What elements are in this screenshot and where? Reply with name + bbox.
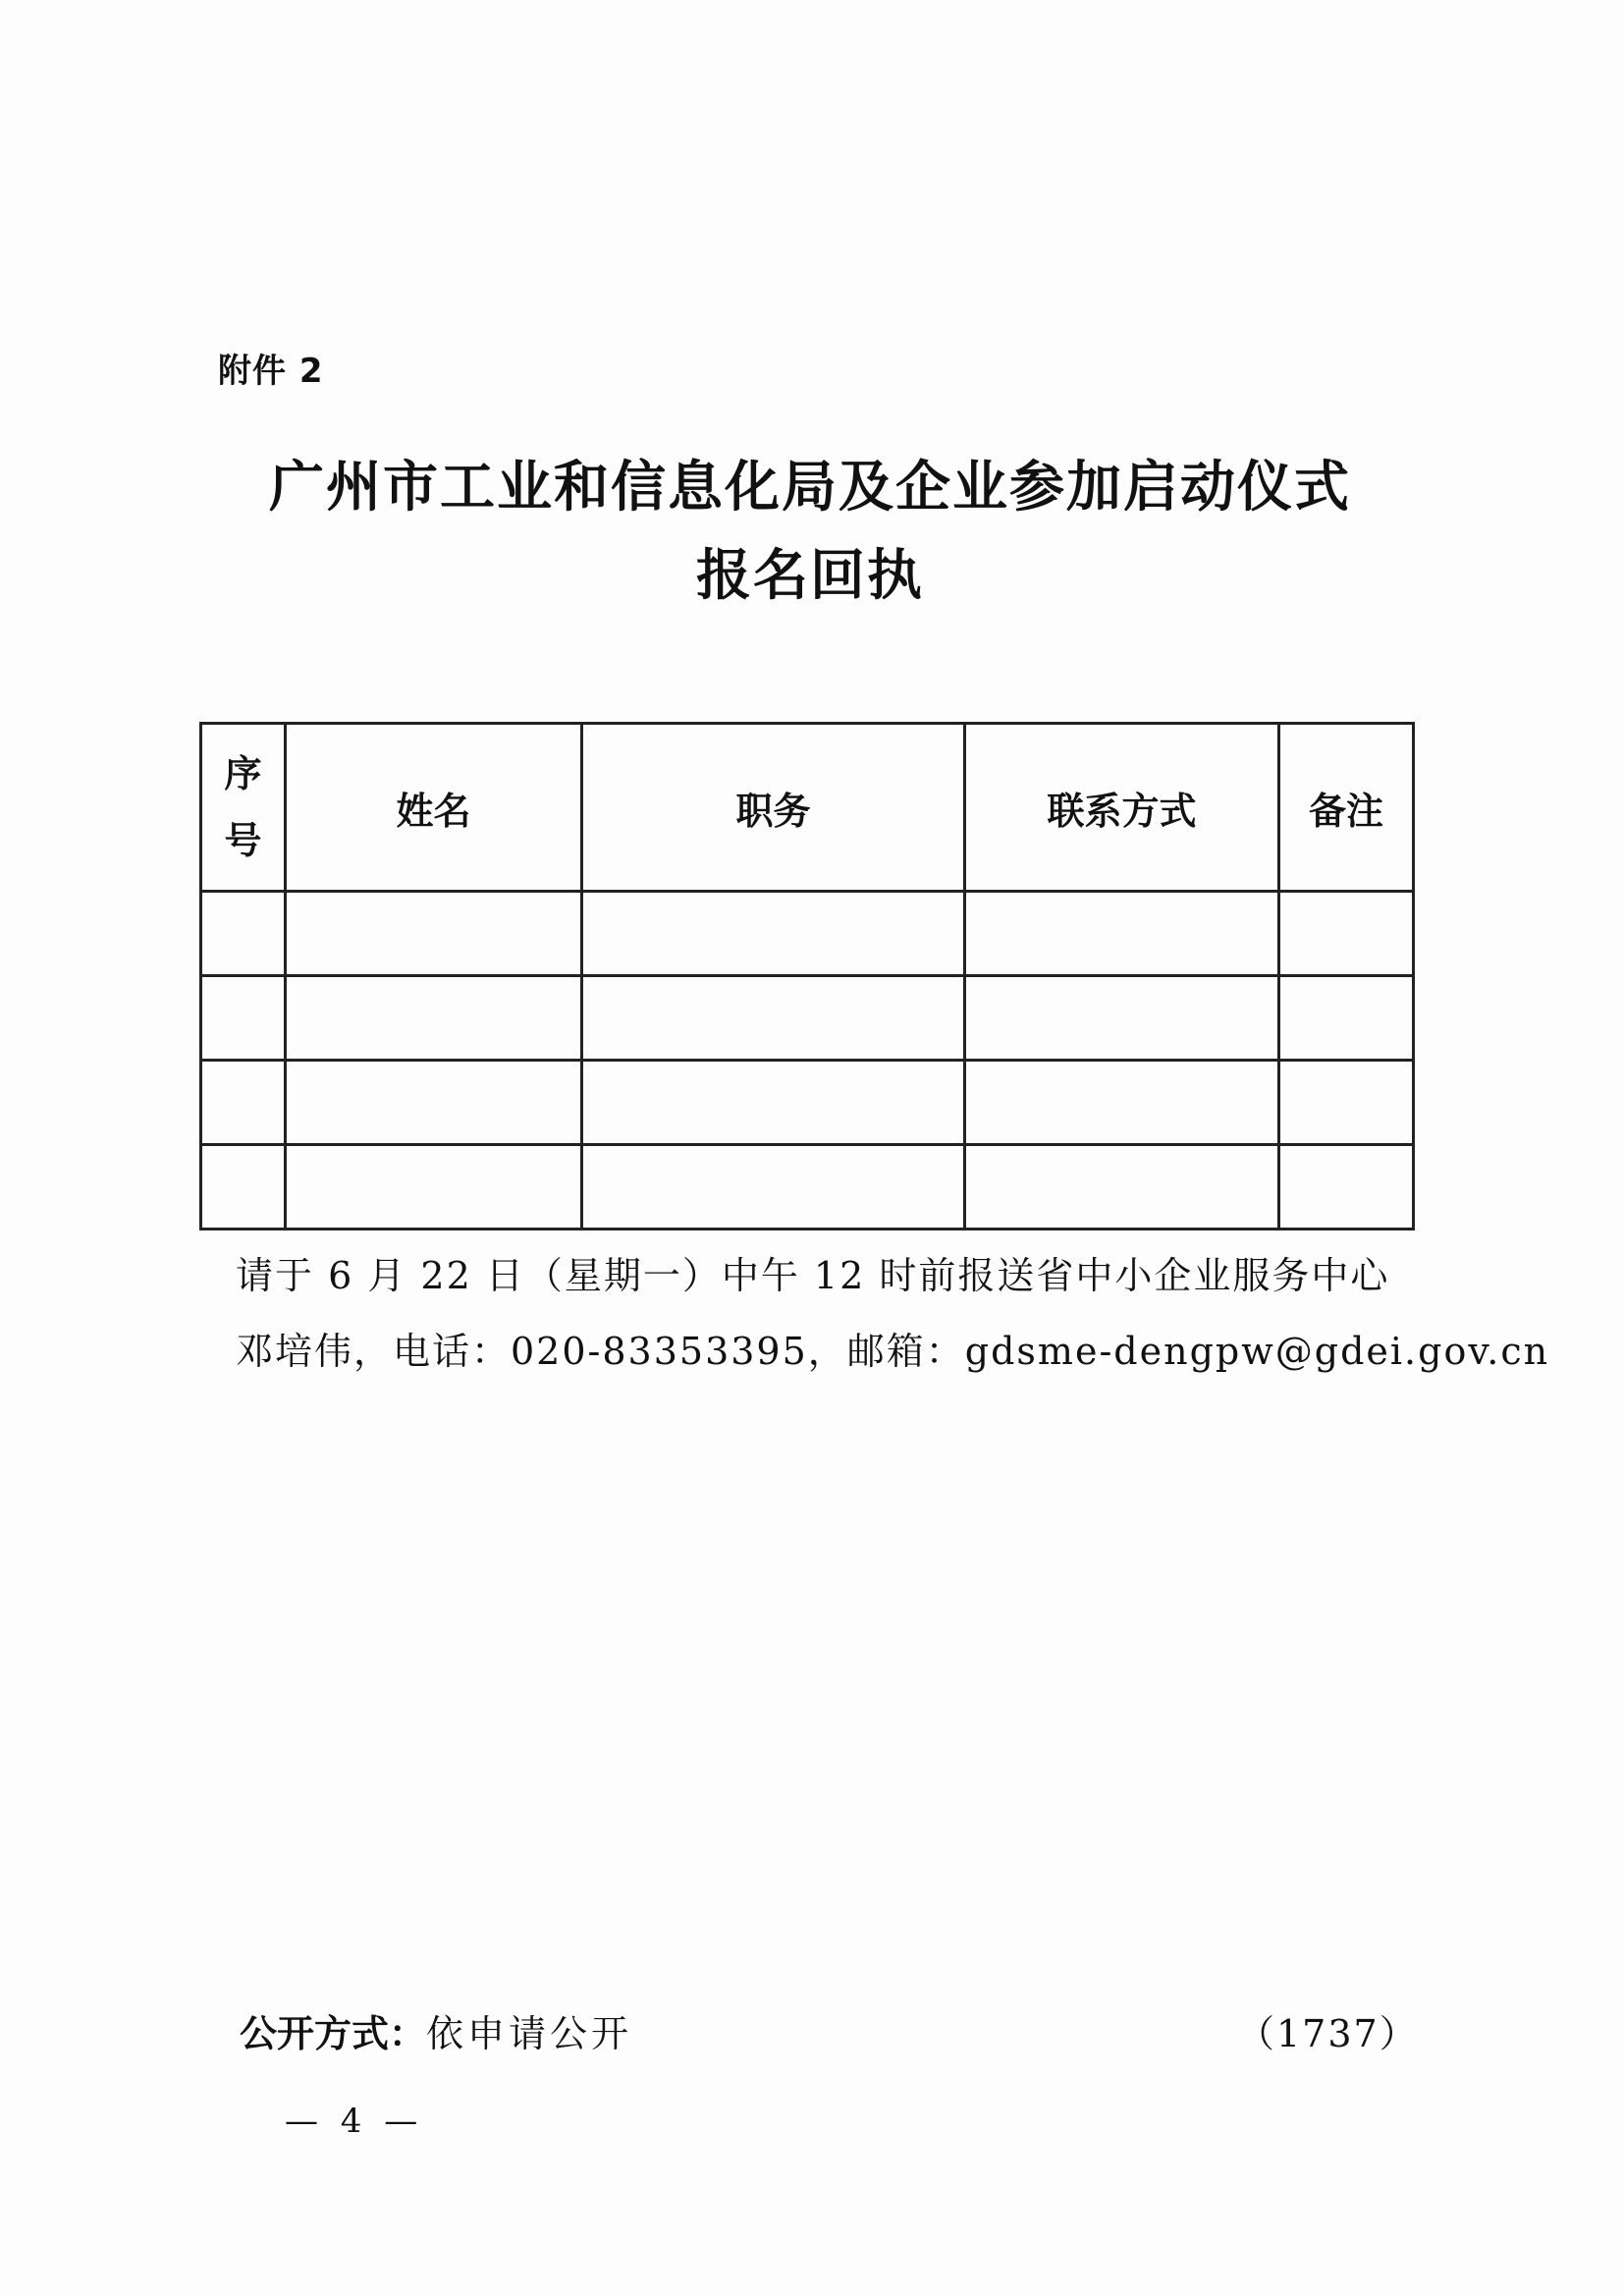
table-row: [201, 892, 1414, 976]
table-header-row: [201, 724, 1414, 892]
table-row: [201, 1061, 1414, 1145]
table-row: [201, 1145, 1414, 1230]
cell-name: [286, 892, 582, 976]
cell-name: [286, 976, 582, 1061]
cell-remarks: [1279, 1061, 1414, 1145]
disclosure-label: 公开方式：: [240, 2012, 427, 2055]
document-title-line2: 报名回执: [696, 543, 924, 608]
cell-position: [582, 892, 965, 976]
registration-table: [199, 722, 1415, 1230]
table-row: [201, 976, 1414, 1061]
header-name: 姓名: [286, 724, 582, 892]
disclosure-value: 依申请公开: [426, 2012, 633, 2055]
cell-position: [582, 976, 965, 1061]
cell-seq: [201, 1145, 286, 1230]
attachment-label: 附件 2: [218, 352, 324, 391]
cell-remarks: [1279, 1145, 1414, 1230]
cell-seq: [201, 892, 286, 976]
header-seq: [201, 724, 286, 892]
cell-remarks: [1279, 892, 1414, 976]
cell-contact: [965, 1145, 1279, 1230]
header-contact: 联系方式: [965, 724, 1279, 892]
header-seq-top: 序: [224, 751, 262, 795]
cell-position: [582, 1145, 965, 1230]
cell-contact: [965, 1061, 1279, 1145]
disclosure-method: [240, 2003, 632, 2057]
header-position: 职务: [582, 724, 965, 892]
cell-name: [286, 1061, 582, 1145]
cell-contact: [965, 892, 1279, 976]
submission-notice-line1: 请于 6 月 22 日（星期一）中午 12 时前报送省中小企业服务中心: [236, 1254, 1390, 1297]
header-remarks: 备注: [1279, 724, 1414, 892]
cell-position: [582, 1061, 965, 1145]
document-number: （1737）: [1237, 2012, 1419, 2055]
document-title-line1: 广州市工业和信息化局及企业参加启动仪式: [269, 455, 1351, 519]
cell-name: [286, 1145, 582, 1230]
cell-seq: [201, 976, 286, 1061]
cell-contact: [965, 976, 1279, 1061]
submission-notice-line2: 邓培伟，电话：020-83353395，邮箱：gdsme-dengpw@gdei.gov.cn: [236, 1330, 1550, 1373]
cell-seq: [201, 1061, 286, 1145]
cell-remarks: [1279, 976, 1414, 1061]
page-number: — 4 —: [285, 2102, 424, 2141]
table-body: [201, 892, 1414, 1230]
header-seq-bottom: 号: [224, 819, 262, 862]
